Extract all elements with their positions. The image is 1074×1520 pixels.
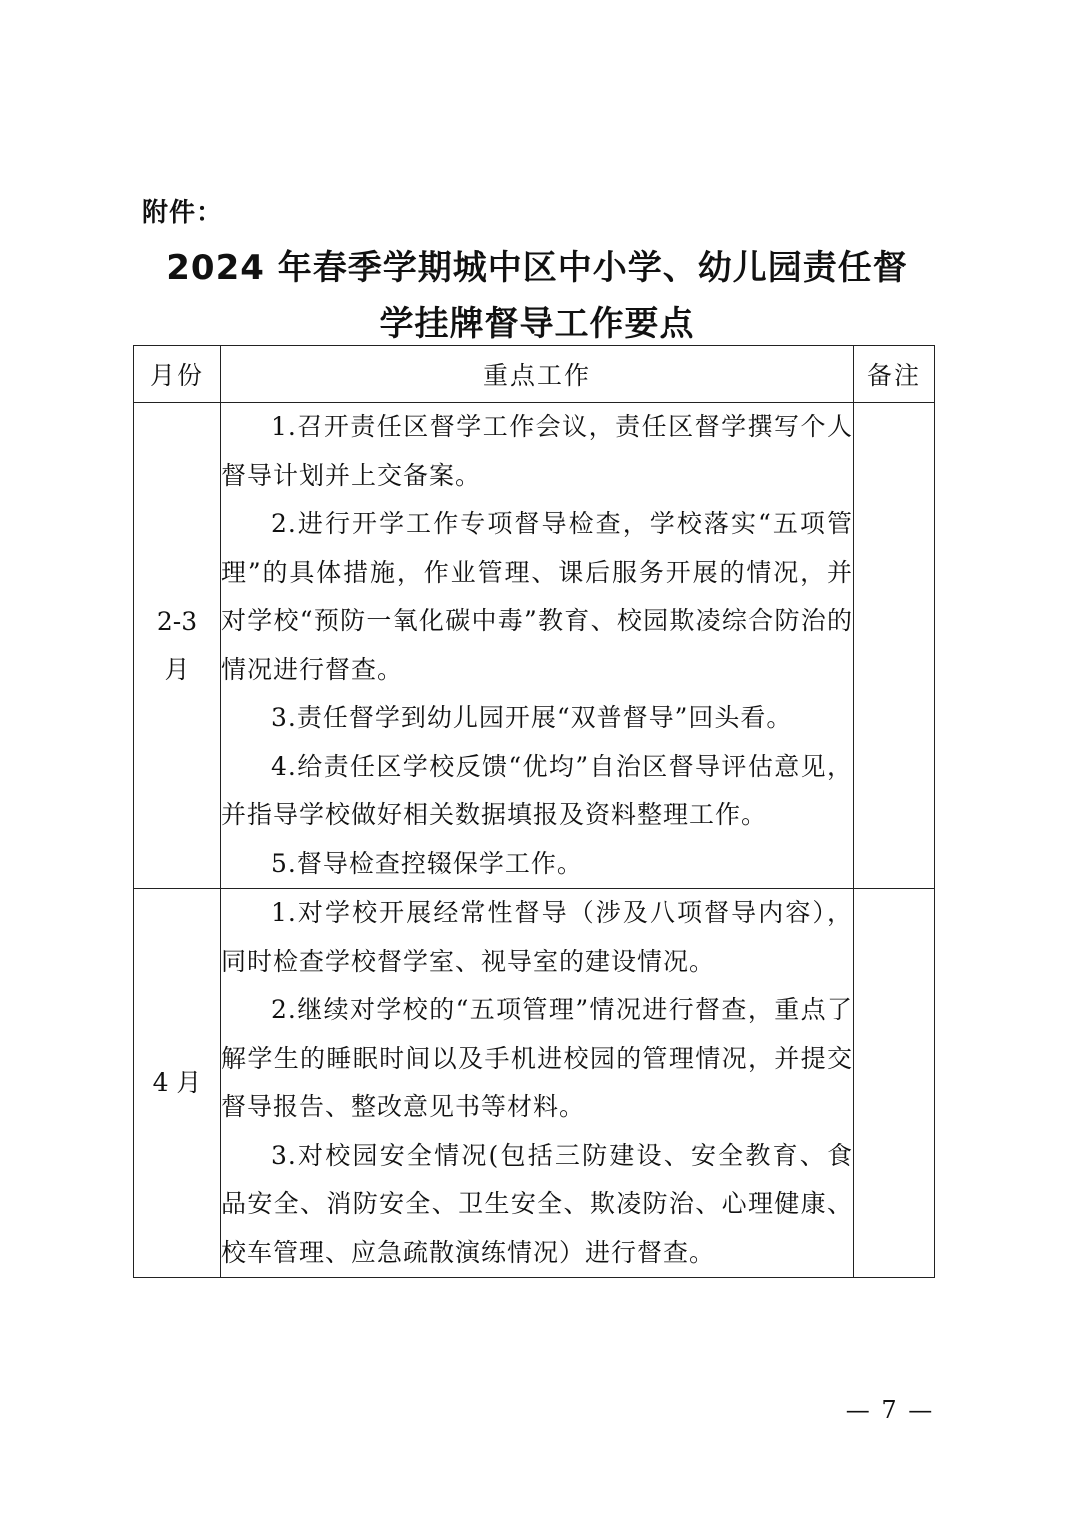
- title-line-2: 学挂牌督导工作要点: [379, 304, 695, 344]
- work-cell: [221, 403, 854, 889]
- month-text: 2-3: [156, 606, 198, 636]
- work-item: 1.召开责任区督学工作会议，责任区督学撰写个人督导计划并上交备案。: [221, 412, 853, 490]
- work-item: 1.对学校开展经常性督导（涉及八项督导内容），同时检查学校督学室、视导室的建设情况。: [221, 898, 853, 976]
- work-item: 5.督导检查控辍保学工作。: [271, 848, 583, 878]
- title-line-1: 2024 年春季学期城中区中小学、幼儿园责任督: [166, 248, 908, 288]
- month-text: 月: [164, 654, 190, 684]
- header-month: 月份: [134, 346, 221, 403]
- attachment-label: 附件：: [142, 198, 224, 228]
- work-plan-table: [133, 345, 935, 1278]
- document-title: [120, 240, 954, 352]
- table-header-row: [134, 346, 935, 403]
- work-item: 3.对校园安全情况(包括三防建设、安全教育、食品安全、消防安全、卫生安全、欺凌防治、心理健康、校车管理、应急疏散演练情况）进行督查。: [221, 1140, 853, 1267]
- work-item: 3.责任督学到幼儿园开展“双普督导”回头看。: [271, 703, 793, 732]
- work-cell: [221, 889, 854, 1278]
- month-cell: [134, 403, 221, 889]
- remarks-cell: [854, 403, 935, 889]
- work-item: 4.给责任区学校反馈“优均”自治区督导评估意见，并指导学校做好相关数据填报及资料整理工作。: [221, 751, 853, 829]
- header-key-work: 重点工作: [221, 346, 854, 403]
- remarks-cell: [854, 889, 935, 1278]
- header-remarks: 备注: [854, 346, 935, 403]
- table-row: [134, 403, 935, 889]
- work-item: 2.继续对学校的“五项管理”情况进行督查，重点了解学生的睡眠时间以及手机进校园的管理情况，并提交督导报告、整改意见书等材料。: [221, 995, 853, 1121]
- month-cell: [134, 889, 221, 1278]
- page-number: — 7 —: [845, 1396, 935, 1424]
- work-item: 2.进行开学工作专项督导检查，学校落实“五项管理”的具体措施，作业管理、课后服务开展的情况，并对学校“预防一氧化碳中毒”教育、校园欺凌综合防治的情况进行督查。: [221, 509, 853, 684]
- month-text: 4 月: [152, 1068, 202, 1097]
- table-row: [134, 889, 935, 1278]
